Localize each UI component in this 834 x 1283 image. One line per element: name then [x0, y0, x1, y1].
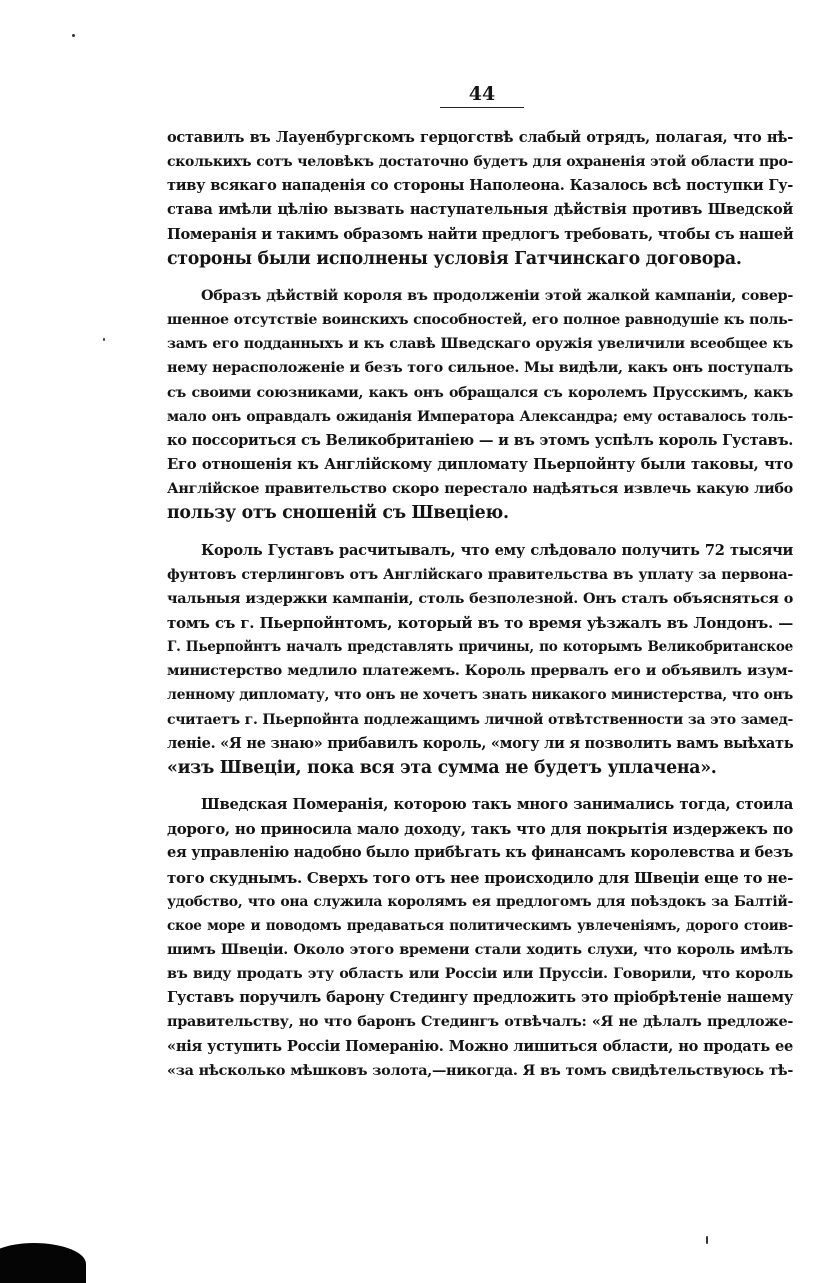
text-line: считаетъ г. Пьерпойнта подлежащимъ личной отвѣтственности за это замед-: [167, 711, 793, 728]
text-line: ское море и поводомъ предаваться политическимъ увлеченіямъ, дорого стоив-: [167, 917, 793, 934]
text-line: того скуднымъ. Сверхъ того отъ нее происходило для Швеціи еще то не-: [167, 868, 793, 887]
text-line: ея управленію надобно было прибѣгать къ финансамъ королевства и безъ: [167, 844, 793, 862]
page-number: 44: [440, 84, 524, 108]
text-line: министерство медлило платежемъ. Король прервалъ его и объявилъ изум-: [167, 662, 793, 680]
text-line: стороны были исполнены условія Гатчинскаго договора.: [167, 248, 742, 269]
text-line: удобство, что она служила королямъ ея предлогомъ для поѣздокъ за Балтій-: [167, 893, 793, 910]
paragraph: [167, 539, 793, 781]
paragraph: [167, 284, 793, 526]
text-line: пользу отъ сношеній съ Швеціею.: [167, 503, 509, 524]
text-line: «изъ Швеціи, пока вся эта сумма не будетъ уплачена».: [167, 757, 717, 778]
text-line: Образъ дѣйствій короля въ продолженіи этой жалкой кампаніи, совер-: [201, 286, 793, 304]
ink-speck: [103, 338, 105, 341]
text-line: правительству, но что баронъ Стедингъ отвѣчалъ: «Я не дѣлалъ предложе-: [167, 1013, 793, 1031]
text-line: ко поссориться съ Великобританіею — и въ этомъ успѣлъ король Густавъ.: [167, 431, 793, 449]
text-line: Его отношенія къ Англійскому дипломату Пьерпойнту были таковы, что: [167, 456, 793, 474]
text-line: Англійское правительство скоро перестало надѣяться извлечь какую либо: [167, 480, 793, 498]
text-line: томъ съ г. Пьерпойнтомъ, который въ то время уѣзжалъ въ Лондонъ. —: [167, 613, 793, 632]
text-line: тиву всякаго нападенія со стороны Наполеона. Казалось всѣ поступки Гу-: [167, 177, 793, 195]
text-line: фунтовъ стерлинговъ отъ Англійскаго правительства въ уплату за первона-: [167, 566, 793, 583]
paragraph: [167, 126, 793, 271]
text-line: Густавъ поручилъ барону Стедингу предложить это пріобрѣтеніе нашему: [167, 989, 793, 1007]
text-line: дорого, но приносила мало доходу, такъ что для покрытія издержекъ по: [167, 820, 793, 839]
text-line: нему нерасположеніе и безъ того сильное. Мы видѣли, какъ онъ поступалъ: [167, 359, 793, 377]
text-line: чальныя издержки кампаніи, столь безполезной. Онъ сталъ объясняться о: [167, 589, 793, 607]
text-line: шенное отсутствіе воинскихъ способностей, его полное равнодушіе къ поль-: [167, 312, 793, 329]
text-line: оставилъ въ Лауенбургскомъ герцогствѣ слабый отрядъ, полагая, что нѣ-: [167, 129, 793, 146]
text-line: шимъ Швеціи. Около этого времени стали ходить слухи, что король имѣлъ: [167, 941, 793, 958]
ink-speck: [706, 1236, 708, 1244]
text-line: «за нѣсколько мѣшковъ золота,—никогда. Я въ томъ свидѣтельствуюсь тѣ-: [167, 1061, 793, 1079]
text-line: Померанія и такимъ образомъ найти предлогъ требовать, чтобы съ нашей: [167, 225, 794, 243]
paragraph: [167, 793, 793, 1083]
text-line: замъ его подданныхъ и къ славѣ Шведскаго оружія увеличили всеобщее къ: [167, 336, 793, 353]
ink-speck: [72, 34, 75, 37]
scan-ink-blot: [0, 1243, 86, 1283]
text-line: Г. Пьерпойнтъ началъ представлять причины, по которымъ Великобританское: [167, 639, 793, 656]
body-text: [167, 126, 793, 1096]
text-line: съ своими союзниками, какъ онъ обращался съ королемъ Прусскимъ, какъ: [167, 384, 793, 401]
text-line: Шведская Померанія, которою такъ много занимались тогда, стоила: [201, 796, 793, 814]
text-line: Король Густавъ расчитывалъ, что ему слѣдовало получить 72 тысячи: [201, 541, 793, 559]
text-line: мало онъ оправдалъ ожиданія Императора Александра; ему оставалось толь-: [167, 408, 793, 425]
text-line: леніе. «Я не знаю» прибавилъ король, «могу ли я позволить вамъ выѣхать: [167, 734, 794, 752]
text-line: сколькихъ сотъ человѣкъ достаточно будетъ для охраненія этой области про-: [167, 154, 793, 171]
text-line: «нія уступить Россіи Померанію. Можно лишиться области, но продать ее: [167, 1037, 793, 1055]
text-line: въ виду продать эту область или Россіи или Пруссіи. Говорили, что король: [167, 965, 793, 983]
text-line: ленному дипломату, что онъ не хочетъ знать никакого министерства, что онъ: [167, 687, 793, 704]
text-line: става имѣли цѣлію вызвать наступательныя дѣйствія противъ Шведской: [167, 201, 793, 219]
